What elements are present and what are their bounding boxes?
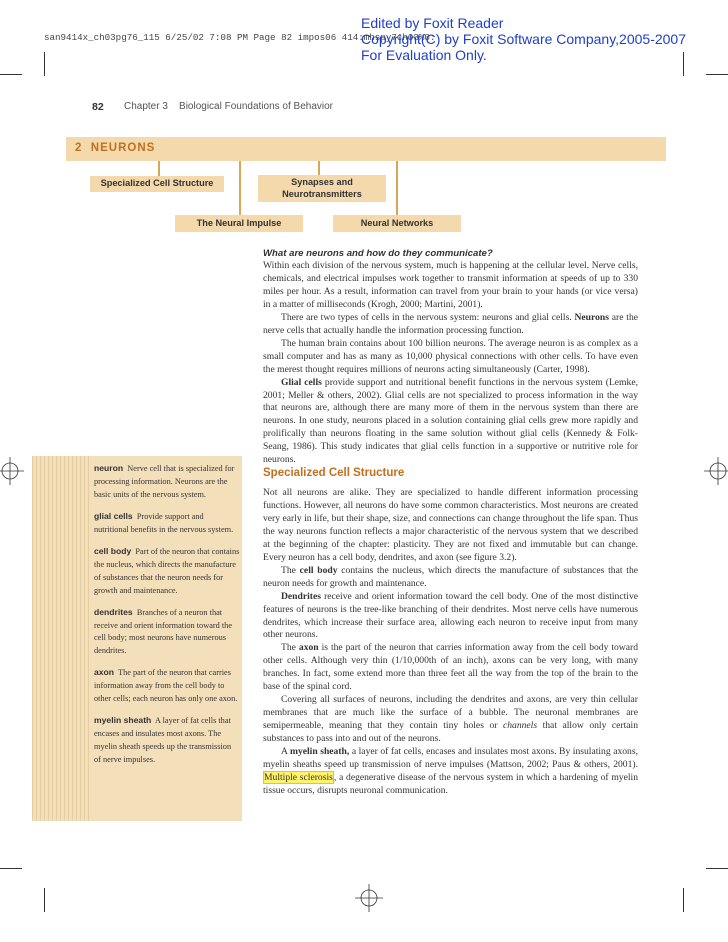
glossary-term: neuron xyxy=(94,463,124,473)
crop-mark xyxy=(0,74,22,75)
page-number: 82 xyxy=(92,101,104,113)
watermark-line-2: Copyright(C) by Foxit Software Company,2005-2007 xyxy=(361,31,687,47)
structure-text xyxy=(263,487,638,798)
glossary-list xyxy=(94,462,240,775)
topic-box-neural-impulse: The Neural Impulse xyxy=(175,215,303,232)
chapter-title: Chapter 3 Biological Foundations of Behavior xyxy=(124,101,334,112)
topic-box-synapses: Synapses and Neurotransmitters xyxy=(258,175,386,202)
paragraph: The axon is the part of the neuron that carries information away from the cell body toward other cells. Although very thin (1/10,000th of an inch), axons can be very long, with many branches. In fact, some extend more than three feet all the way from the top of the brain to the base of the spinal cord. xyxy=(263,642,638,693)
crop-mark xyxy=(44,52,45,76)
glossary-definition: The part of the neuron that carries information away from the cell body to other cells; each neuron has only one axon. xyxy=(94,668,238,704)
glossary-definition: Provide support and nutritional benefits in the nervous system. xyxy=(94,511,234,534)
key-term: myelin sheath, xyxy=(289,746,350,758)
registration-mark-icon xyxy=(0,457,24,485)
key-term: Glial cells xyxy=(281,376,322,388)
glossary-entry xyxy=(94,666,240,706)
topic-box-specialized-cell-structure: Specialized Cell Structure xyxy=(90,176,224,192)
crop-mark xyxy=(44,888,45,912)
subsection-heading: Specialized Cell Structure xyxy=(263,467,405,479)
glossary-entry xyxy=(94,510,240,537)
section-band xyxy=(66,137,666,161)
key-term: Neurons xyxy=(574,311,609,323)
print-slug: san9414x_ch03pg76_115 6/25/02 7:08 PM Page 82 impos06 414:mhspy7ch03%0: xyxy=(44,32,436,43)
paragraph: Within each division of the nervous system, much is happening at the cellular level. Nerve cells, chemicals, and electrical impulses work together to transmit information at speeds of up to 330 miles per hour. As a result, information can travel from your brain to your hands (or vice versa) in a matter of milliseconds (Krogh, 2000; Martini, 2001). xyxy=(263,260,638,310)
topic-connector xyxy=(239,161,241,215)
glossary-entry xyxy=(94,714,240,767)
watermark-line-3: For Evaluation Only. xyxy=(361,47,487,63)
glossary-entry xyxy=(94,606,240,659)
foxit-watermark xyxy=(361,15,686,63)
paragraph: The cell body contains the nucleus, which directs the manufacture of substances that the neuron needs for growth and maintenance. xyxy=(263,564,638,589)
section-number: 2 xyxy=(75,142,83,154)
key-term: axon xyxy=(298,642,319,654)
section-name: NEURONS xyxy=(90,142,156,154)
crop-mark xyxy=(683,52,684,76)
paragraph: A myelin sheath, a layer of fat cells, encases and insulates most axons. By insulating axons, myelin sheaths speed up transmission of nerve impulses (Mattson, 2002; Paus & others, 2001). Multiple sclerosis, a degenerative disease of the nervous system in which a hardening of myelin tissue occurs, disrupts neuronal communication. xyxy=(263,746,638,796)
glossary-term: myelin sheath xyxy=(94,715,152,726)
glossary-entry xyxy=(94,462,240,502)
key-term: Dendrites xyxy=(281,590,321,602)
glossary-term: glial cells xyxy=(94,510,133,521)
paragraph: Not all neurons are alike. They are specialized to handle different information processing functions. However, all neurons do have some common characteristics. Most neurons are created very early in life, but their shape, size, and connections can change throughout the life span. Thus the way neurons function reflects a major characteristic of the nervous system that we described at the beginning of the chapter: plasticity. They are not fixed and immutable but can change. Every neuron has a cell body, dendrites, and axon (see figure 3.2). xyxy=(263,487,638,563)
glossary-stripe xyxy=(32,456,90,821)
glossary-term: axon xyxy=(94,667,115,678)
paragraph: Glial cells provide support and nutritional benefit functions in the nervous system (Lemke, 2001; Meller & others, 2002). Glial cells are not specialized to process information in the way that neurons are, although there are many more of them in the nervous system than there are neurons. In one study, neurons placed in a solution containing glial cells grew more rapidly and prolifically than neurons floating in the same solution without glial cells (Kennedy & Folk-Seang, 1986). This study indicates that glial cells function in a supportive or nutritive role for neurons. xyxy=(263,376,638,466)
registration-mark-icon xyxy=(355,884,383,912)
key-term: cell body xyxy=(299,564,338,576)
topic-connector xyxy=(396,161,398,215)
watermark-line-1: Edited by Foxit Reader xyxy=(361,15,504,31)
section-title xyxy=(75,142,155,154)
highlight-annotation[interactable]: Multiple sclerosis xyxy=(264,771,333,783)
topic-connector xyxy=(158,161,160,177)
crop-mark xyxy=(0,868,22,869)
paragraph: The human brain contains about 100 billion neurons. The average neuron is as complex as a small computer and has as many as 10,000 physical connections with other cells. To have even the merest thought requires millions of neurons acting simultaneously (Carter, 1998). xyxy=(263,337,638,375)
paragraph: There are two types of cells in the nervous system: neurons and glial cells. Neurons are the nerve cells that actually handle the information processing function. xyxy=(263,311,638,336)
glossary-term: cell body xyxy=(94,545,132,556)
paragraph: Dendrites receive and orient information toward the cell body. One of the most distinctive features of neurons is the tree-like branching of their dendrites. Most nerve cells have numerous dendrites, which increase their surface area, allowing each neuron to receive input from many other neurons. xyxy=(263,590,638,641)
glossary-entry xyxy=(94,545,240,598)
intro-text xyxy=(263,260,638,467)
topic-box-neural-networks: Neural Networks xyxy=(333,215,461,232)
crop-mark xyxy=(706,74,728,75)
crop-mark xyxy=(683,888,684,912)
registration-mark-icon xyxy=(704,457,728,485)
glossary-definition: Nerve cell that is specialized for processing information. Neurons are the basic units of the nervous system. xyxy=(94,464,235,499)
glossary-definition: A layer of fat cells that encases and insulates most axons. The myelin sheath speeds up the transmission of nerve impulses. xyxy=(94,716,232,765)
crop-mark xyxy=(706,868,728,869)
glossary-term: dendrites xyxy=(94,606,133,617)
glossary-definition: Part of the neuron that contains the nucleus, which directs the manufacture of substances that the neuron needs for growth and maintenance. xyxy=(94,546,240,595)
paragraph: Covering all surfaces of neurons, including the dendrites and axons, are very thin cellular membranes that are much like the surface of a bubble. The neuronal membranes are semipermeable, meaning that they contain tiny holes or channels that allow only certain substances to pass into and out of the neurons. xyxy=(263,694,639,745)
section-question: What are neurons and how do they communicate? xyxy=(263,248,493,259)
topic-connector xyxy=(318,161,320,176)
glossary-definition: Branches of a neuron that receive and orient information toward the cell body; most neurons have numerous dendrites. xyxy=(94,607,232,656)
